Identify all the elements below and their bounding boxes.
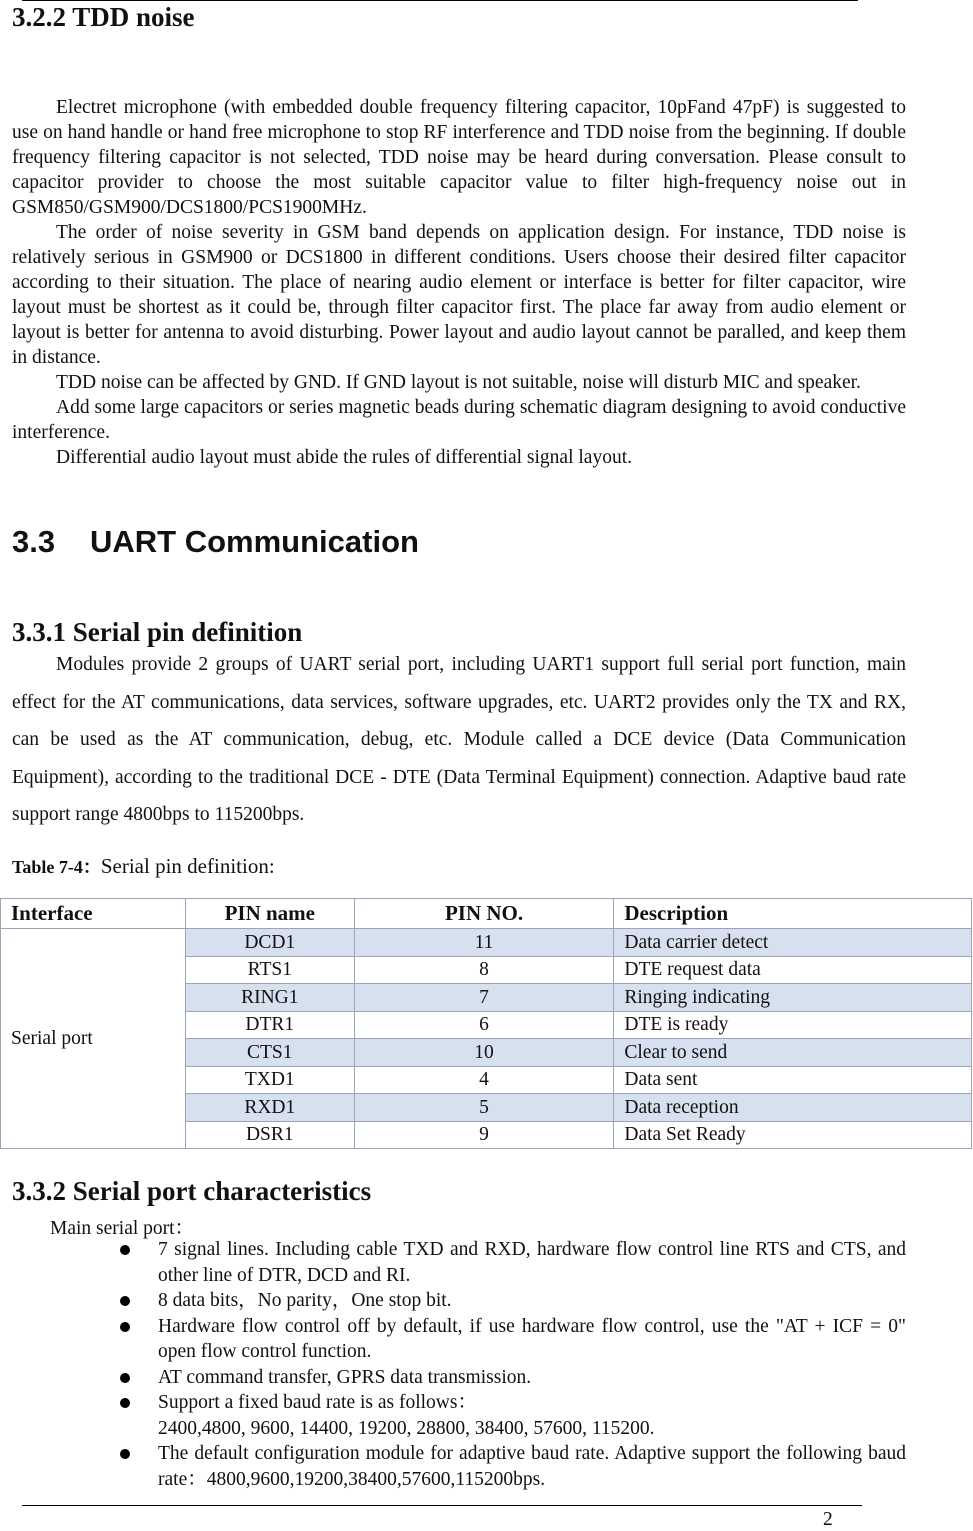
paragraph: Electret microphone (with embedded double frequency filtering capacitor, 10pFand 47pF) is suggested to use on hand handle or hand free microphone to stop RF interference and TDD noise from the beginning. If double frequency filtering capacitor is not selected, TDD noise may be heard during conversation. Please consult to capacitor provider to choose the most suitable capacitor value to filter high-frequency noise out in GSM850/GSM900/DCS1800/PCS1900MHz. <box>12 97 906 218</box>
list-item <box>120 1314 906 1365</box>
list-item-text: AT command transfer, GPRS data transmission. <box>158 1366 532 1388</box>
characteristics-list <box>120 1237 906 1492</box>
pin-no-cell: 11 <box>354 929 614 957</box>
section-33-heading <box>12 524 419 560</box>
footer-rule <box>22 1505 862 1506</box>
interface-cell: Serial port <box>1 929 186 1149</box>
list-item <box>120 1441 906 1492</box>
section-number: 3.3 <box>12 524 56 559</box>
paragraph: TDD noise can be affected by GND. If GND layout is not suitable, noise will disturb MIC and speaker. <box>56 372 861 393</box>
pin-name-cell: TXD1 <box>185 1066 354 1094</box>
table-caption-text: Serial pin definition: <box>100 854 275 878</box>
section-322-body <box>12 95 906 470</box>
top-rule <box>22 0 858 1</box>
table-header-row <box>1 899 972 929</box>
description-cell: Data carrier detect <box>614 929 972 957</box>
section-322-heading: 3.2.2 TDD noise <box>12 2 195 32</box>
paragraph: Modules provide 2 groups of UART serial port, including UART1 support full serial port function, main effect for the AT communications, data services, software upgrades, etc. UART2 provides only the TX and RX, can be used as the AT communication, debug, etc. Module called a DCE device (Data Communication Equipment), according to the traditional DCE - DTE (Data Terminal Equipment) connection. Adaptive baud rate support range 4800bps to 115200bps. <box>12 654 906 825</box>
header-description: Description <box>614 899 972 929</box>
list-item-continuation: 2400,4800, 9600, 14400, 19200, 28800, 38400, 57600, 115200. <box>158 1417 655 1439</box>
description-cell: Ringing indicating <box>614 984 972 1012</box>
serial-pin-table <box>0 898 972 1149</box>
section-title: UART Communication <box>90 524 419 559</box>
pin-no-cell: 9 <box>354 1121 614 1149</box>
bullet-icon <box>120 1296 130 1306</box>
table-caption <box>12 853 275 879</box>
description-cell: Data Set Ready <box>614 1121 972 1149</box>
description-cell: DTE is ready <box>614 1011 972 1039</box>
table-caption-label: Table 7-4： <box>12 857 101 877</box>
pin-name-cell: DCD1 <box>185 929 354 957</box>
bullet-icon <box>120 1245 130 1255</box>
pin-name-cell: DSR1 <box>185 1121 354 1149</box>
bullet-icon <box>120 1373 130 1383</box>
list-item-text: 8 data bits，No parity，One stop bit. <box>158 1290 452 1311</box>
pin-no-cell: 8 <box>354 956 614 984</box>
pin-name-cell: RING1 <box>185 984 354 1012</box>
pin-no-cell: 7 <box>354 984 614 1012</box>
pin-name-cell: DTR1 <box>185 1011 354 1039</box>
pin-no-cell: 6 <box>354 1011 614 1039</box>
pin-name-cell: RTS1 <box>185 956 354 984</box>
header-pin-no: PIN NO. <box>354 899 614 929</box>
pin-name-cell: CTS1 <box>185 1039 354 1067</box>
list-item <box>120 1237 906 1288</box>
page-number: 2 <box>823 1509 833 1530</box>
paragraph: Differential audio layout must abide the rules of differential signal layout. <box>56 447 632 468</box>
description-cell: Clear to send <box>614 1039 972 1067</box>
pin-name-cell: RXD1 <box>185 1094 354 1122</box>
description-cell: DTE request data <box>614 956 972 984</box>
paragraph: The order of noise severity in GSM band depends on application design. For instance, TDD noise is relatively serious in GSM900 or DCS1800 in different conditions. Users choose their desired filter capacitor according to their situation. The place of nearing audio element or interface is better for filter capacitor, wire layout must be shortest as it could be, through filter capacitor first. The place far away from audio element or layout is better for antenna to avoid disturbing. Power layout and audio layout cannot be paralled, and keep them in distance. <box>12 222 906 368</box>
section-331-body <box>12 646 906 834</box>
list-item <box>120 1365 906 1391</box>
header-interface: Interface <box>1 899 186 929</box>
list-item <box>120 1390 906 1441</box>
paragraph: Add some large capacitors or series magnetic beads during schematic diagram designing to avoid conductive interference. <box>12 397 906 443</box>
bullet-icon <box>120 1449 130 1459</box>
list-item <box>120 1288 906 1314</box>
list-item-text: Support a fixed baud rate is as follows： <box>158 1392 477 1413</box>
section-332-heading: 3.3.2 Serial port characteristics <box>12 1176 372 1206</box>
description-cell: Data reception <box>614 1094 972 1122</box>
list-item-text: 7 signal lines. Including cable TXD and RXD, hardware flow control line RTS and CTS, and other line of DTR, DCD and RI. <box>158 1239 906 1286</box>
list-item-text: Hardware flow control off by default, if use hardware flow control, use the "AT + ICF = 0" open flow control function. <box>158 1315 906 1362</box>
bullet-icon <box>120 1322 130 1332</box>
pin-no-cell: 5 <box>354 1094 614 1122</box>
description-cell: Data sent <box>614 1066 972 1094</box>
pin-no-cell: 10 <box>354 1039 614 1067</box>
list-item-text: The default configuration module for adaptive baud rate. Adaptive support the following baud rate：4800,9600,19200,38400,57600,115200bps. <box>158 1443 906 1490</box>
lead-text: Main serial port： <box>50 1218 195 1239</box>
section-331-heading: 3.3.1 Serial pin definition <box>12 617 303 647</box>
header-pin-name: PIN name <box>185 899 354 929</box>
bullet-icon <box>120 1398 130 1408</box>
table-row <box>1 929 972 957</box>
pin-no-cell: 4 <box>354 1066 614 1094</box>
